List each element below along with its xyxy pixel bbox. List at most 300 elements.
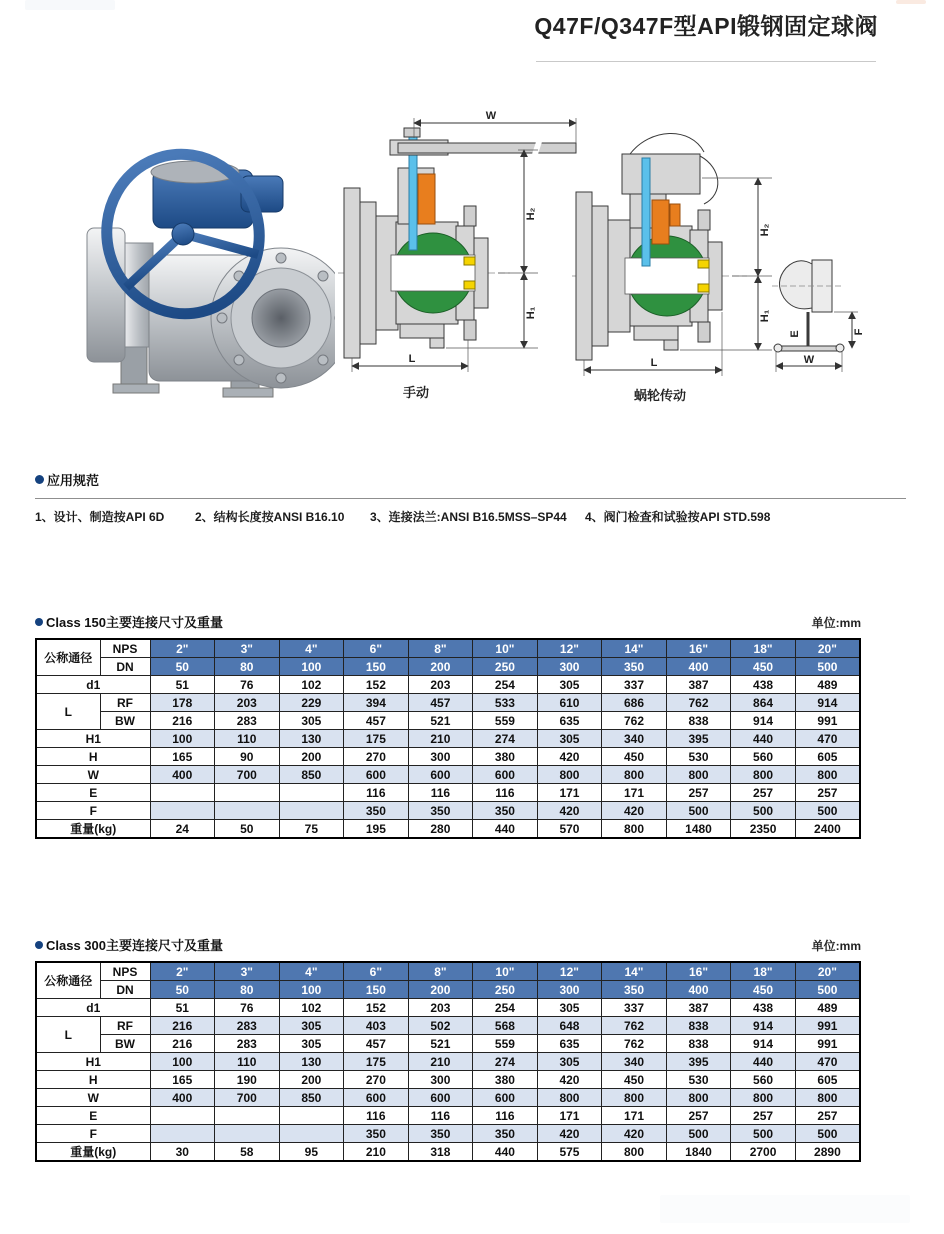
table-cell: 559	[473, 712, 538, 730]
table-row	[36, 1089, 860, 1107]
nps-label-cell: NPS	[100, 962, 150, 981]
svg-text:L: L	[408, 353, 416, 365]
table-cell: 800	[537, 1089, 602, 1107]
column-header: 250	[473, 981, 538, 999]
column-header: 350	[602, 981, 667, 999]
table-cell: 350	[408, 1125, 473, 1143]
table-cell: 2400	[795, 820, 860, 839]
table-cell: 110	[215, 1053, 280, 1071]
column-header: 200	[408, 981, 473, 999]
table-cell: 762	[602, 1017, 667, 1035]
dn-label-cell: DN	[100, 658, 150, 676]
table-cell: 58	[215, 1143, 280, 1162]
table-cell: 30	[150, 1143, 215, 1162]
table-cell: 116	[408, 784, 473, 802]
table-cell: 171	[537, 1107, 602, 1125]
row-label: E	[36, 784, 150, 802]
column-header: 4"	[279, 639, 344, 658]
table-cell: 337	[602, 676, 667, 694]
table-cell: 318	[408, 1143, 473, 1162]
table-cell: 420	[537, 1071, 602, 1089]
table-cell: 521	[408, 1035, 473, 1053]
table-cell: 270	[344, 748, 409, 766]
table-cell: 210	[408, 1053, 473, 1071]
table-cell: 850	[279, 766, 344, 784]
table-cell: 76	[215, 999, 280, 1017]
table-cell: 502	[408, 1017, 473, 1035]
dimension-l	[352, 340, 468, 372]
row-sublabel: RF	[100, 1017, 150, 1035]
table-cell: 229	[279, 694, 344, 712]
spec-divider	[35, 498, 906, 499]
bullet-icon	[35, 618, 43, 626]
table-cell: 387	[666, 676, 731, 694]
table-cell: 165	[150, 1071, 215, 1089]
table-row	[36, 1107, 860, 1125]
table-cell: 203	[408, 999, 473, 1017]
row-label: H1	[36, 730, 150, 748]
spec-heading-label: 应用规范	[47, 473, 100, 488]
table-cell: 305	[279, 1017, 344, 1035]
table-cell: 165	[150, 748, 215, 766]
table-cell: 420	[602, 1125, 667, 1143]
table-cell: 102	[279, 999, 344, 1017]
table-cell: 500	[731, 802, 796, 820]
table-cell: 700	[215, 1089, 280, 1107]
table-cell: 116	[344, 784, 409, 802]
column-header: 18"	[731, 639, 796, 658]
table-cell: 171	[602, 784, 667, 802]
table-cell: 100	[150, 1053, 215, 1071]
table-cell: 50	[215, 820, 280, 839]
table-cell: 605	[795, 748, 860, 766]
scan-artifact	[896, 0, 926, 4]
row-label: H1	[36, 1053, 150, 1071]
dimension-w	[414, 110, 576, 143]
unit-label: 单位:mm	[811, 939, 861, 953]
column-header: 450	[731, 981, 796, 999]
bullet-icon	[35, 941, 43, 949]
table-cell: 489	[795, 999, 860, 1017]
row-label: H	[36, 1071, 150, 1089]
table-cell: 210	[408, 730, 473, 748]
table-cell: 2700	[731, 1143, 796, 1162]
table-cell: 403	[344, 1017, 409, 1035]
table-cell	[279, 802, 344, 820]
table-cell: 216	[150, 1035, 215, 1053]
table-cell: 438	[731, 999, 796, 1017]
table-cell: 305	[537, 730, 602, 748]
table-row	[36, 1125, 860, 1143]
table-cell: 350	[344, 802, 409, 820]
table-cell: 533	[473, 694, 538, 712]
table-cell: 648	[537, 1017, 602, 1035]
table-cell: 200	[279, 748, 344, 766]
table-cell: 914	[731, 1017, 796, 1035]
table-row	[36, 766, 860, 784]
table-cell: 500	[795, 802, 860, 820]
column-header: 3"	[215, 639, 280, 658]
table-cell: 575	[537, 1143, 602, 1162]
table-cell: 116	[344, 1107, 409, 1125]
table-cell	[150, 784, 215, 802]
row-sublabel: BW	[100, 712, 150, 730]
column-header: 300	[537, 658, 602, 676]
table-cell: 700	[215, 766, 280, 784]
manual-caption: 手动	[402, 385, 430, 400]
table-cell: 914	[731, 712, 796, 730]
table-cell: 800	[666, 766, 731, 784]
table-cell: 210	[344, 1143, 409, 1162]
table-cell	[150, 1107, 215, 1125]
table-cell: 274	[473, 730, 538, 748]
table-cell: 600	[473, 766, 538, 784]
column-header: 450	[731, 658, 796, 676]
table-cell: 257	[795, 1107, 860, 1125]
row-label: L	[36, 1017, 100, 1053]
table-cell: 762	[602, 1035, 667, 1053]
column-header: 8"	[408, 639, 473, 658]
table-cell: 24	[150, 820, 215, 839]
table-cell: 203	[408, 676, 473, 694]
table-cell: 380	[473, 748, 538, 766]
table-cell: 500	[666, 1125, 731, 1143]
gear-caption: 蜗轮传动	[633, 388, 687, 403]
table-cell: 457	[408, 694, 473, 712]
table-cell: 600	[408, 1089, 473, 1107]
spec-item: 1、设计、制造按API 6D	[35, 510, 165, 524]
table-cell: 340	[602, 1053, 667, 1071]
table-cell: 100	[150, 730, 215, 748]
table-cell: 340	[602, 730, 667, 748]
table-cell	[215, 784, 280, 802]
table-cell: 800	[731, 766, 796, 784]
table-cell: 90	[215, 748, 280, 766]
column-header: 400	[666, 981, 731, 999]
row-label: H	[36, 748, 150, 766]
scan-artifact	[660, 1195, 910, 1223]
table-cell: 350	[473, 802, 538, 820]
column-header: 350	[602, 658, 667, 676]
table-cell: 2890	[795, 1143, 860, 1162]
column-header: 250	[473, 658, 538, 676]
table-cell	[215, 1125, 280, 1143]
title-divider	[536, 61, 876, 62]
table-cell: 380	[473, 1071, 538, 1089]
table-cell: 800	[795, 766, 860, 784]
table-cell: 914	[795, 694, 860, 712]
svg-text:H₁: H₁	[759, 309, 771, 323]
row-label: L	[36, 694, 100, 730]
column-header: 20"	[795, 639, 860, 658]
column-header: 2"	[150, 639, 215, 658]
table-cell: 762	[602, 712, 667, 730]
table-cell: 190	[215, 1071, 280, 1089]
table-cell	[279, 1125, 344, 1143]
row-sublabel: BW	[100, 1035, 150, 1053]
column-header: 16"	[666, 962, 731, 981]
table-row	[36, 694, 860, 712]
column-header: 8"	[408, 962, 473, 981]
table-cell	[150, 802, 215, 820]
table-cell: 195	[344, 820, 409, 839]
table-cell: 394	[344, 694, 409, 712]
table-cell: 1480	[666, 820, 731, 839]
table-cell: 274	[473, 1053, 538, 1071]
column-header: 500	[795, 658, 860, 676]
table-cell: 178	[150, 694, 215, 712]
column-header: 16"	[666, 639, 731, 658]
table-row	[36, 820, 860, 839]
table-cell: 838	[666, 1017, 731, 1035]
table-cell: 130	[279, 1053, 344, 1071]
spec-item: 4、阀门检查和试验按API STD.598	[585, 510, 771, 524]
bullet-icon	[35, 475, 44, 484]
table-cell: 387	[666, 999, 731, 1017]
table-cell: 440	[731, 1053, 796, 1071]
table-cell: 800	[537, 766, 602, 784]
table-cell: 470	[795, 1053, 860, 1071]
table-cell: 350	[473, 1125, 538, 1143]
column-header: 100	[279, 658, 344, 676]
table-row	[36, 712, 860, 730]
table-cell: 600	[344, 766, 409, 784]
table-cell: 152	[344, 999, 409, 1017]
table-row	[36, 748, 860, 766]
table-cell: 800	[666, 1089, 731, 1107]
class150-table-title: Class 150主要连接尺寸及重量	[35, 612, 223, 631]
table-cell	[215, 802, 280, 820]
bottom-trunnion	[400, 324, 444, 348]
table-cell: 95	[279, 1143, 344, 1162]
table-cell: 600	[408, 766, 473, 784]
table-cell: 51	[150, 999, 215, 1017]
table-cell: 283	[215, 1017, 280, 1035]
table-cell: 400	[150, 1089, 215, 1107]
column-header: 80	[215, 658, 280, 676]
table-cell: 420	[602, 802, 667, 820]
size-label-cell: 公称通径	[36, 962, 100, 999]
row-label: F	[36, 1125, 150, 1143]
table-cell: 864	[731, 694, 796, 712]
column-header: 50	[150, 658, 215, 676]
table-cell: 102	[279, 676, 344, 694]
table-row	[36, 981, 860, 999]
column-header: 20"	[795, 962, 860, 981]
table-row	[36, 676, 860, 694]
table-row	[36, 802, 860, 820]
table-cell: 570	[537, 820, 602, 839]
row-label: 重量(kg)	[36, 820, 150, 839]
table-cell: 500	[795, 1125, 860, 1143]
table-cell: 560	[731, 748, 796, 766]
column-header: 2"	[150, 962, 215, 981]
spec-items	[35, 508, 875, 530]
column-header: 500	[795, 981, 860, 999]
table-cell: 600	[344, 1089, 409, 1107]
table-cell: 51	[150, 676, 215, 694]
table-cell: 171	[537, 784, 602, 802]
table-cell: 440	[473, 1143, 538, 1162]
table-cell: 420	[537, 748, 602, 766]
nps-label-cell: NPS	[100, 639, 150, 658]
unit-label: 单位:mm	[811, 616, 861, 630]
table-cell: 500	[666, 802, 731, 820]
table-cell: 203	[215, 694, 280, 712]
table-cell: 568	[473, 1017, 538, 1035]
svg-text:H₂: H₂	[525, 207, 537, 221]
table-cell: 116	[408, 1107, 473, 1125]
table-cell: 530	[666, 748, 731, 766]
scan-artifact	[25, 0, 115, 10]
table-cell	[279, 1107, 344, 1125]
svg-text:W: W	[485, 110, 497, 122]
column-header: 300	[537, 981, 602, 999]
table-cell: 305	[279, 712, 344, 730]
table-cell: 838	[666, 1035, 731, 1053]
column-header: 6"	[344, 962, 409, 981]
table-cell: 175	[344, 730, 409, 748]
table-cell: 116	[473, 784, 538, 802]
table-cell: 283	[215, 1035, 280, 1053]
row-label: E	[36, 1107, 150, 1125]
column-header: 50	[150, 981, 215, 999]
row-label: F	[36, 802, 150, 820]
table-cell: 257	[666, 1107, 731, 1125]
table-cell: 216	[150, 712, 215, 730]
dimensions-table	[35, 961, 861, 1162]
table-cell: 1840	[666, 1143, 731, 1162]
table-cell: 530	[666, 1071, 731, 1089]
table-cell: 350	[344, 1125, 409, 1143]
svg-text:L: L	[650, 357, 658, 369]
class150-table-block	[35, 612, 861, 839]
table-cell: 305	[537, 1053, 602, 1071]
table-cell: 257	[666, 784, 731, 802]
table-row	[36, 1071, 860, 1089]
column-header: 10"	[473, 639, 538, 658]
table-cell: 200	[279, 1071, 344, 1089]
table-cell: 838	[666, 712, 731, 730]
table-cell: 116	[473, 1107, 538, 1125]
dimension-h2	[518, 150, 538, 273]
class300-dimensions-table	[35, 961, 861, 1162]
table-cell: 635	[537, 712, 602, 730]
table-row	[36, 962, 860, 981]
dimensions-table	[35, 638, 861, 839]
dimension-w-label: W	[803, 354, 815, 366]
column-header: 12"	[537, 639, 602, 658]
row-label: W	[36, 1089, 150, 1107]
table-cell: 440	[473, 820, 538, 839]
spec-heading	[35, 470, 875, 489]
table-cell: 305	[537, 999, 602, 1017]
spec-item: 3、连接法兰:ANSI B16.5MSS–SP44	[370, 510, 567, 524]
table-cell: 300	[408, 748, 473, 766]
table-cell: 75	[279, 820, 344, 839]
table-cell	[279, 784, 344, 802]
table-cell: 257	[731, 1107, 796, 1125]
size-label-cell: 公称通径	[36, 639, 100, 676]
valve-photo	[35, 112, 335, 404]
table-row	[36, 999, 860, 1017]
table-cell: 686	[602, 694, 667, 712]
svg-text:H₁: H₁	[525, 306, 537, 320]
table-cell: 600	[473, 1089, 538, 1107]
table-cell: 305	[537, 676, 602, 694]
table-cell: 521	[408, 712, 473, 730]
table-row	[36, 1143, 860, 1162]
column-header: 10"	[473, 962, 538, 981]
table-cell: 605	[795, 1071, 860, 1089]
table-cell: 991	[795, 712, 860, 730]
table-cell: 470	[795, 730, 860, 748]
column-header: 400	[666, 658, 731, 676]
dimension-e-label: E	[789, 330, 801, 338]
table-cell: 130	[279, 730, 344, 748]
table-cell: 991	[795, 1017, 860, 1035]
table-row	[36, 658, 860, 676]
spec-item: 2、结构长度按ANSI B16.10	[195, 510, 345, 524]
table-row	[36, 1035, 860, 1053]
row-label: W	[36, 766, 150, 784]
table-cell: 76	[215, 676, 280, 694]
table-cell: 440	[731, 730, 796, 748]
column-header: 6"	[344, 639, 409, 658]
table-cell: 420	[537, 802, 602, 820]
bottom-trunnion	[634, 326, 678, 350]
table-cell: 280	[408, 820, 473, 839]
svg-text:H₂: H₂	[759, 223, 771, 237]
lever-handle	[398, 141, 576, 155]
table-cell: 152	[344, 676, 409, 694]
column-header: 80	[215, 981, 280, 999]
table-cell: 2350	[731, 820, 796, 839]
table-cell: 850	[279, 1089, 344, 1107]
table-row	[36, 639, 860, 658]
table-cell: 559	[473, 1035, 538, 1053]
table-cell: 489	[795, 676, 860, 694]
table-cell	[150, 1125, 215, 1143]
column-header: 200	[408, 658, 473, 676]
table-cell: 305	[279, 1035, 344, 1053]
table-row	[36, 784, 860, 802]
gear-side-view	[772, 260, 865, 372]
table-cell: 110	[215, 730, 280, 748]
table-cell: 450	[602, 748, 667, 766]
gear-valve-drawing	[572, 108, 867, 408]
table-cell	[215, 1107, 280, 1125]
table-cell: 420	[537, 1125, 602, 1143]
application-spec-section	[35, 470, 875, 530]
column-header: 150	[344, 658, 409, 676]
table-cell: 800	[795, 1089, 860, 1107]
table-cell: 438	[731, 676, 796, 694]
table-cell: 395	[666, 730, 731, 748]
column-header: 3"	[215, 962, 280, 981]
table-cell: 395	[666, 1053, 731, 1071]
table-cell: 216	[150, 1017, 215, 1035]
table-cell: 800	[731, 1089, 796, 1107]
column-header: 4"	[279, 962, 344, 981]
dimension-f-label: F	[853, 328, 865, 336]
class300-table-block	[35, 935, 861, 1162]
table-cell: 400	[150, 766, 215, 784]
page-title: Q47F/Q347F型API锻钢固定球阀	[534, 13, 878, 39]
table-row	[36, 1053, 860, 1071]
column-header: 12"	[537, 962, 602, 981]
table-cell: 610	[537, 694, 602, 712]
